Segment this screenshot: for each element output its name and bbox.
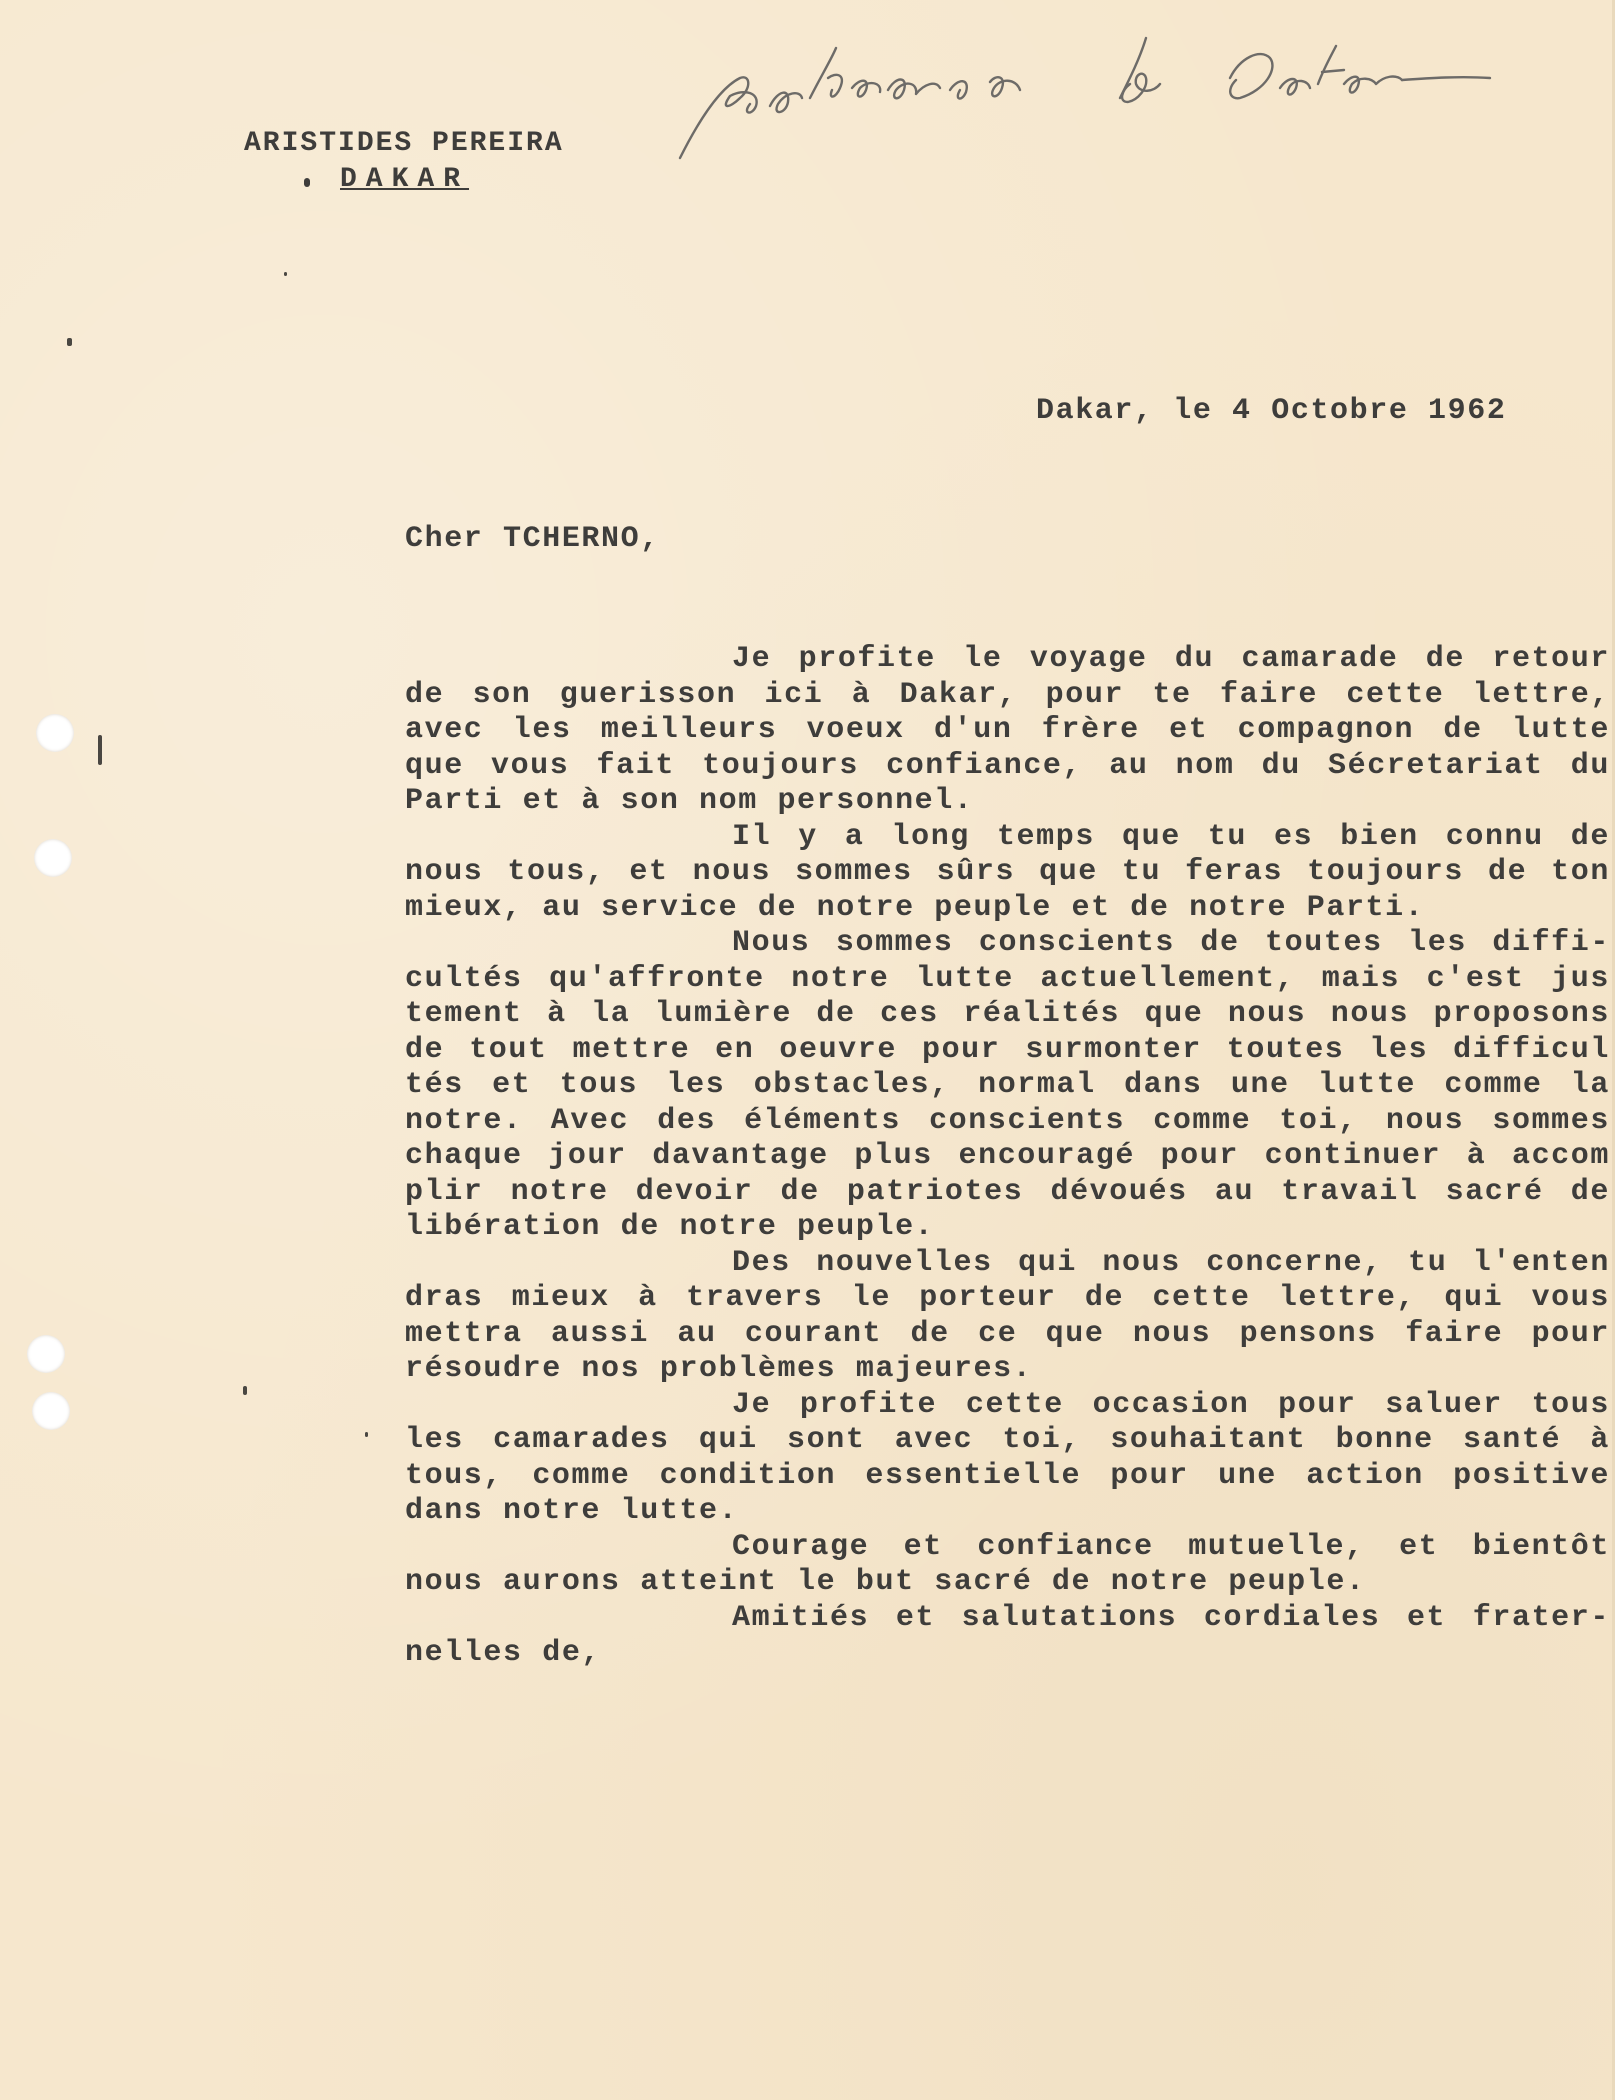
body-line: mettra aussi au courant de ce que nous pensons faire pour — [405, 1316, 1610, 1351]
body-line: Je profite cette occasion pour saluer tous — [732, 1387, 1610, 1422]
body-line: Courage et confiance mutuelle, et bientôt — [732, 1529, 1610, 1564]
body-line: de son guerisson ici à Dakar, pour te faire cette lettre, — [405, 677, 1610, 712]
body-line: tement à la lumière de ces réalités que nous nous proposons — [405, 997, 1610, 1031]
letter-body — [405, 642, 1610, 1672]
ink-speck — [98, 735, 102, 765]
body-line: plir notre devoir de patriotes dévoués au travail sacré de — [405, 1174, 1610, 1209]
body-line: Des nouvelles qui nous concerne, tu l'enten — [732, 1245, 1610, 1280]
body-line: Il y a long temps que tu es bien connu de — [732, 819, 1610, 854]
body-line: cultés qu'affronte notre lutte actuellement, mais c'est jus — [405, 961, 1610, 996]
punch-hole — [27, 1335, 65, 1373]
body-line: mieux, au service de notre peuple et de notre Parti. — [405, 890, 1425, 925]
ink-speck — [365, 1432, 368, 1437]
body-line: nelles de, — [405, 1636, 602, 1670]
letter-date: Dakar, le 4 Octobre 1962 — [1036, 394, 1507, 428]
body-line: résoudre nos problèmes majeures. — [405, 1352, 1033, 1386]
punch-hole — [32, 1392, 70, 1430]
body-line: que vous fait toujours confiance, au nom du Sécretariat du — [405, 748, 1610, 783]
ink-speck — [284, 272, 287, 276]
punch-hole — [34, 839, 72, 877]
salutation: Cher TCHERNO, — [405, 522, 660, 556]
body-line: nous tous, et nous sommes sûrs que tu feras toujours de ton — [405, 855, 1610, 889]
body-line: les camarades qui sont avec toi, souhaitant bonne santé à — [405, 1423, 1610, 1457]
sender-name: ARISTIDES PEREIRA — [244, 128, 564, 159]
ink-speck — [243, 1386, 247, 1395]
body-line: Je profite le voyage du camarade de retour — [732, 642, 1610, 676]
sender-bullet-mark — [304, 178, 310, 187]
body-line: dras mieux à travers le porteur de cette lettre, qui vous — [405, 1281, 1610, 1315]
body-line: avec les meilleurs voeux d'un frère et compagnon de lutte — [405, 713, 1610, 747]
body-line: notre. Avec des éléments conscients comme toi, nous sommes — [405, 1103, 1610, 1138]
punch-hole — [36, 714, 74, 752]
body-line: libération de notre peuple. — [405, 1210, 935, 1244]
body-line: tés et tous les obstacles, normal dans une lutte comme la — [405, 1068, 1610, 1102]
body-line: nous aurons atteint le but sacré de notre peuple. — [405, 1565, 1366, 1599]
ink-speck — [67, 338, 72, 346]
body-line: tous, comme condition essentielle pour une action positive — [405, 1458, 1610, 1493]
body-line: Amitiés et salutations cordiales et frater- — [732, 1600, 1610, 1635]
body-line: de tout mettre en oeuvre pour surmonter toutes les difficul — [405, 1032, 1610, 1067]
body-line: Nous sommes conscients de toutes les diffi- — [732, 926, 1610, 960]
sender-city: DAKAR — [340, 164, 470, 195]
body-line: dans notre lutte. — [405, 1494, 739, 1528]
body-line: chaque jour davantage plus encouragé pour continuer à accom — [405, 1139, 1610, 1173]
body-line: Parti et à son nom personnel. — [405, 784, 974, 818]
handwritten-annotation — [660, 18, 1500, 168]
